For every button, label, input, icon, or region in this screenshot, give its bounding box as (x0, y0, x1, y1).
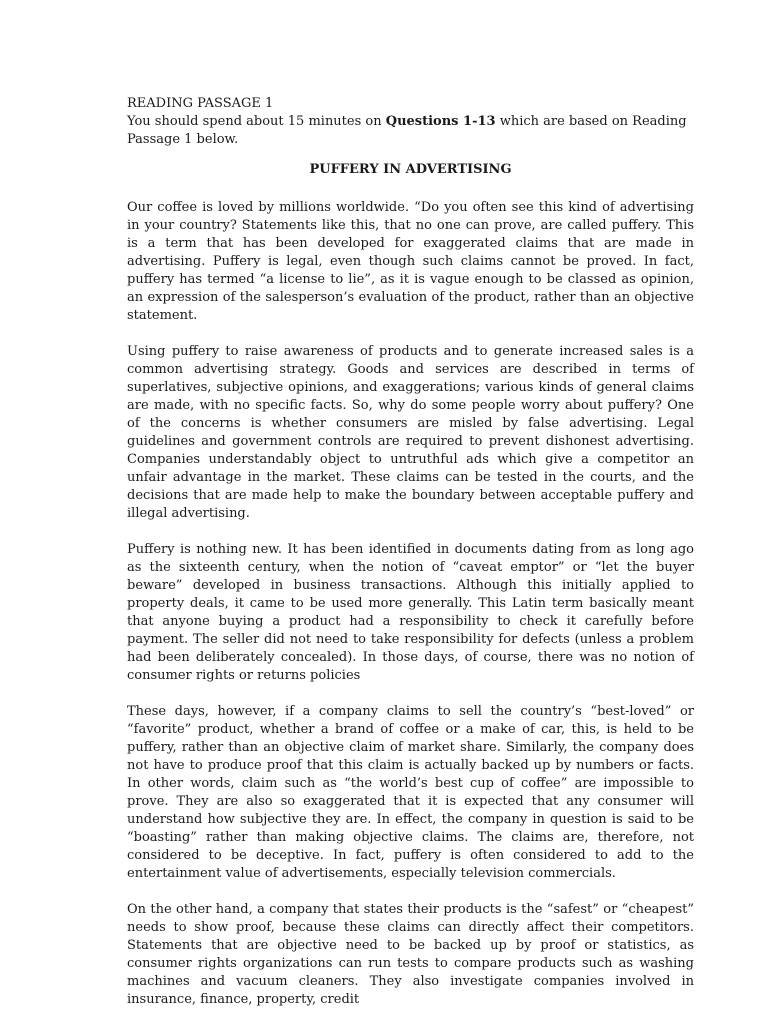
passage-instructions (127, 113, 694, 149)
passage-heading: READING PASSAGE 1 (127, 96, 274, 111)
instructions-prefix: You should spend about 15 minutes on (127, 114, 386, 129)
passage-title: PUFFERY IN ADVERTISING (309, 162, 512, 177)
reading-passage (127, 95, 694, 1027)
passage-paragraph-5: On the other hand, a company that states their products is the “safest” or “cheapest” needs to show proof, because these claims can directly affect their competitors. Statements that are objective need to be backed up by proof or statistics, as consumer rights organizations can run tests to compare products such as washing machines and vacuum cleaners. They also investigate companies involved in insurance, finance, property, credit (127, 902, 694, 1007)
passage-paragraph-1: Our coffee is loved by millions worldwide. “Do you often see this kind of advertising in your country? Statements like this, that no one can prove, are called puffery. This is a term that has been developed for exaggerated claims that are made in advertising. Puffery is legal, even though such claims cannot be proved. In fact, puffery has termed “a license to lie”, as it is vague enough to be classed as opinion, an expression of the salesperson’s evaluation of the product, rather than an objective statement. (127, 200, 694, 323)
instructions-questions: Questions 1-13 (385, 114, 496, 129)
passage-paragraph-3: Puffery is nothing new. It has been identified in documents dating from as long ago as the sixteenth century, when the notion of “caveat emptor” or “let the buyer beware” developed in business transactions. Although this initially applied to property deals, it came to be used more generally. This Latin term basically meant that anyone buying a product had a responsibility to check it carefully before payment. The seller did not need to take responsibility for defects (unless a problem had been deliberately concealed). In those days, of course, there was no notion of consumer rights or returns policies (127, 542, 694, 683)
passage-paragraph-2: Using puffery to raise awareness of products and to generate increased sales is a common advertising strategy. Goods and services are described in terms of superlatives, subjective opinions, and exaggerations; various kinds of general claims are made, with no specific facts. So, why do some people worry about puffery? One of the concerns is whether consumers are misled by false advertising. Legal guidelines and government controls are required to prevent dishonest advertising. Companies understandably object to untruthful ads which give a competitor an unfair advantage in the market. These claims can be tested in the courts, and the decisions that are made help to make the boundary between acceptable puffery and illegal advertising. (127, 344, 694, 521)
instructions-suffix: which are based on Reading Passage 1 below. (127, 114, 687, 147)
passage-paragraph-4: These days, however, if a company claims to sell the country’s “best-loved” or “favorite” product, whether a brand of coffee or a make of car, this, is held to be puffery, rather than an objective claim of market share. Similarly, the company does not have to produce proof that this claim is actually backed up by numbers or facts. In other words, claim such as “the world’s best cup of coffee” are impossible to prove. They are also so exaggerated that it is expected that any consumer will understand how subjective they are. In effect, the company in question is said to be “boasting” rather than making objective claims. The claims are, therefore, not considered to be deceptive. In fact, puffery is often considered to add to the entertainment value of advertisements, especially television commercials. (127, 704, 694, 881)
